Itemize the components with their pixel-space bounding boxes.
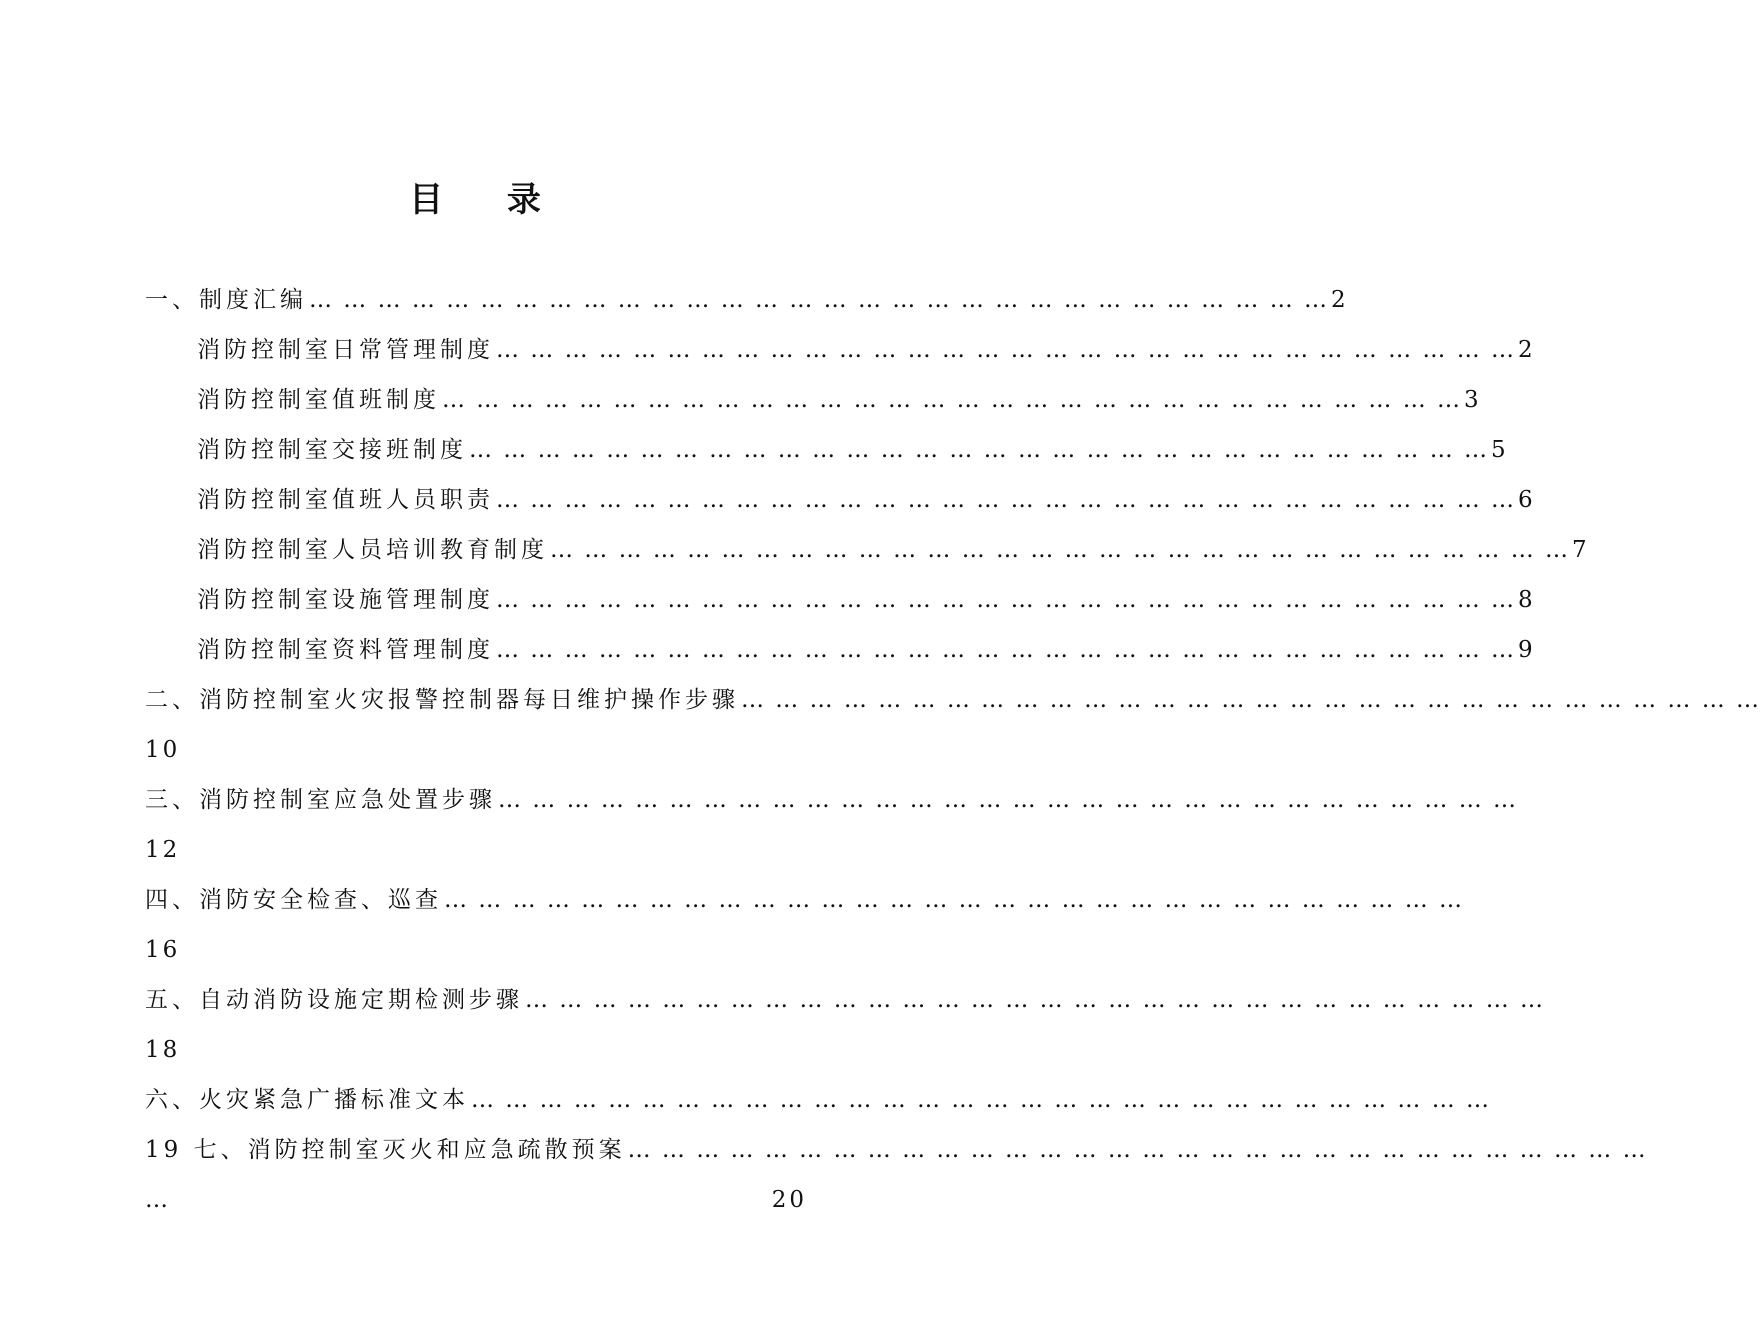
- toc-subentry-6[interactable]: [197, 575, 1534, 625]
- toc-leader-dots: …: [145, 1187, 170, 1213]
- toc-leader-dots: … … … … … … … … … … … … … … … … … … … … … … … … … … … … … …: [498, 787, 1519, 813]
- toc-page-number: 3: [1464, 387, 1480, 413]
- toc-subentry-5[interactable]: [197, 525, 1588, 575]
- toc-subentry-4[interactable]: [197, 475, 1534, 525]
- toc-leader-dots: … … … … … … … … … … … … … … … … … … … … … … … … … … … … … …: [471, 1087, 1492, 1113]
- toc-entry-5[interactable]: [145, 975, 1546, 1025]
- toc-entry-title: 五、自动消防设施定期检测步骤: [145, 987, 523, 1013]
- toc-entry-1[interactable]: [145, 275, 1347, 325]
- toc-entry-3[interactable]: [145, 775, 1519, 825]
- toc-entry-7[interactable]: [145, 1125, 1648, 1175]
- toc-leader-dots: … … … … … … … … … … … … … … … … … … … … … … … … … … … … … …: [442, 387, 1463, 413]
- toc-leader-dots: … … … … … … … … … … … … … … … … … … … … … … … … … … … … … …: [496, 637, 1517, 663]
- toc-entry-6[interactable]: [145, 1075, 1492, 1125]
- toc-leader-dots: … … … … … … … … … … … … … … … … … … … … … … … … … … … … … …: [469, 437, 1490, 463]
- toc-page-number: 8: [1518, 587, 1534, 613]
- toc-page-number: 5: [1491, 437, 1507, 463]
- page-title: 目 录: [409, 180, 567, 220]
- toc-page-number: 16: [145, 937, 181, 963]
- toc-leader-dots: … … … … … … … … … … … … … … … … … … … … … … … … … … … … … …: [496, 337, 1517, 363]
- toc-page-number: 9: [1518, 637, 1534, 663]
- toc-leader-dots: … … … … … … … … … … … … … … … … … … … … … … … … … … … … … …: [496, 487, 1517, 513]
- toc-entry-title: 消防控制室人员培训教育制度: [197, 537, 548, 563]
- toc-page-number: 2: [1331, 287, 1347, 313]
- toc-leader-dots: … … … … … … … … … … … … … … … … … … … … … … … … … … … … … …: [496, 587, 1517, 613]
- toc-leader-dots: … … … … … … … … … … … … … … … … … … … … … … … … … … … … … …: [741, 687, 1761, 713]
- toc-subentry-7[interactable]: [197, 625, 1534, 675]
- toc-leader-dots: … … … … … … … … … … … … … … … … … … … … … … … … … … … … … …: [525, 987, 1546, 1013]
- toc-entry-title: 消防控制室日常管理制度: [197, 337, 494, 363]
- toc-page-number: 20: [771, 1187, 807, 1213]
- toc-entry-title: 消防控制室值班制度: [197, 387, 440, 413]
- toc-entry-2[interactable]: [145, 675, 1761, 725]
- toc-entry-title: 19 七、消防控制室灭火和应急疏散预案: [145, 1137, 626, 1163]
- toc-page-number: 7: [1572, 537, 1588, 563]
- toc-page-number: 6: [1518, 487, 1534, 513]
- toc-page-number: 10: [145, 737, 181, 763]
- toc-page-number: 2: [1518, 337, 1534, 363]
- toc-entry-title: 消防控制室值班人员职责: [197, 487, 494, 513]
- toc-page-number: 12: [145, 837, 181, 863]
- toc-leader-dots: … … … … … … … … … … … … … … … … … … … … … … … … … … … … … …: [444, 887, 1465, 913]
- toc-entry-title: 消防控制室资料管理制度: [197, 637, 494, 663]
- toc-entry-title: 一、制度汇编: [145, 287, 307, 313]
- toc-entry-4[interactable]: [145, 875, 1465, 925]
- toc-leader-dots: … … … … … … … … … … … … … … … … … … … … … … … … … … … … … …: [309, 287, 1330, 313]
- toc-entry-title: 六、火灾紧急广播标准文本: [145, 1087, 469, 1113]
- toc-leader-dots: … … … … … … … … … … … … … … … … … … … … … … … … … … … … … …: [627, 1137, 1648, 1163]
- toc-entry-title: 四、消防安全检查、巡查: [145, 887, 442, 913]
- toc-subentry-2[interactable]: [197, 375, 1480, 425]
- toc-entry-title: 消防控制室设施管理制度: [197, 587, 494, 613]
- toc-subentry-1[interactable]: [197, 325, 1534, 375]
- toc-subentry-3[interactable]: [197, 425, 1507, 475]
- toc-entry-title: 三、消防控制室应急处置步骤: [145, 787, 496, 813]
- toc-leader-dots: … … … … … … … … … … … … … … … … … … … … … … … … … … … … … …: [550, 537, 1571, 563]
- toc-page-number: 18: [145, 1037, 181, 1063]
- toc-entry-title: 消防控制室交接班制度: [197, 437, 467, 463]
- toc-entry-title: 二、消防控制室火灾报警控制器每日维护操作步骤: [145, 687, 739, 713]
